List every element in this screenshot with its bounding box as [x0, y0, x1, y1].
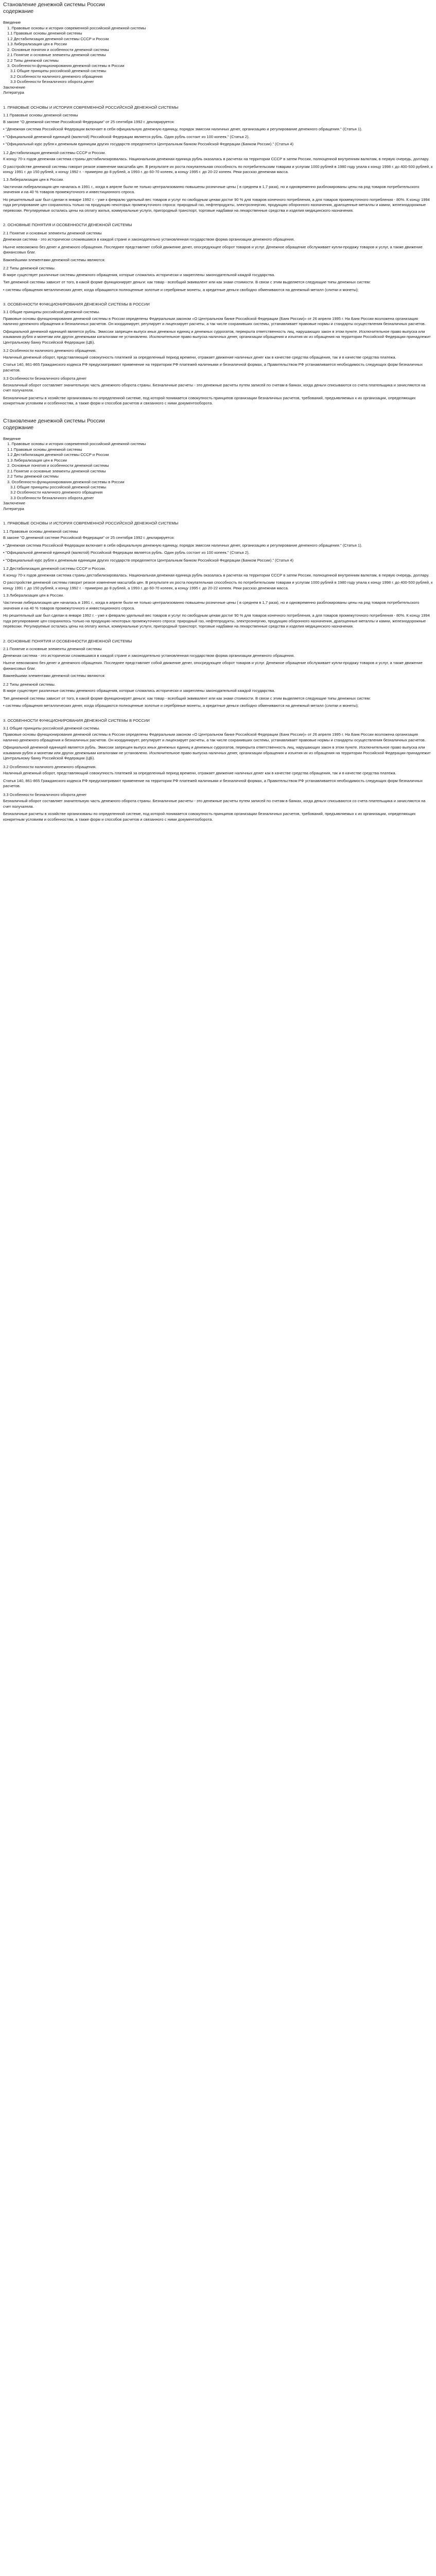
paragraph: В мире существует различные системы денежного обращения, которые сложились исторически и закреплены законодательной каждой государства.: [3, 272, 275, 277]
subsection-heading: 2.1 Понятие и основные элементы денежной системы: [3, 647, 102, 652]
section-heading: 2. ОСНОВНЫЕ ПОНЯТИЯ И ОСОБЕННОСТИ ДЕНЕЖНОЙ СИСТЕМЫ: [3, 638, 132, 643]
toc-item[interactable]: Литература: [3, 506, 24, 511]
toc-item[interactable]: 2.1 Понятие и основные элементы денежной системы: [7, 468, 106, 473]
subsection: [3, 266, 433, 293]
paragraph: Важнейшими элементами денежной системы являются:: [3, 673, 106, 679]
document-copy: [3, 418, 433, 823]
paragraph: Нынче невозможно без денег и денежного обращения. Последнее представляет собой движение денег, опосредующее оборот товаров и услуг. Денежное обращение обслуживает купли-продажу товаров и услуг, а также движение финансовых благ.: [3, 660, 423, 671]
paragraph: Безналичный оборот составляет значительную часть денежного оборота страны. Безналичные расчеты - это денежные расчеты путем записей по счетам в банках, когда деньги списываются со счета плательщика и зачисляются на счет получателя.: [3, 799, 426, 809]
toc-item[interactable]: Литература: [3, 90, 24, 95]
subsection-heading: 3.3 Особенности безналичного оборота денег: [3, 792, 87, 797]
paragraph: Статья 140, 861-865 Гражданского кодекса РФ предусматривают применение на территории РФ платежей наличными и безналичной формах, а Правительством РФ устанавливается необходимость следующих форм безналичных расчетов.: [3, 362, 423, 372]
subsection: [3, 529, 433, 563]
paragraph: • "Денежная система Российской Федерации включает в себя официальную денежную единицу, порядок эмиссии наличных денег, организацию и регулирование денежного обращения." (Статья 1).: [3, 543, 362, 548]
toc-item[interactable]: 3. Особенности функционирования денежной системы в России: [7, 479, 125, 484]
paragraph: • системы обращения металлических денег, когда обращаются полноценные золотые и серебряные монеты, а кредитные деньги свободно обмениваются на денежный металл (слитки и монеты);: [3, 287, 359, 292]
toc-item[interactable]: Заключение: [3, 84, 26, 90]
paragraph: • "Официальный курс рубля к денежным единицам других государств определяется Центральным банком Российской Федерации (Банком России)." (Статья 4): [3, 557, 294, 563]
toc-item[interactable]: 1.3 Либерализация цен в России: [7, 42, 67, 47]
paragraph: • системы обращения металлических денег, когда обращаются полноценные золотые и серебряные монеты, а кредитные деньги свободно обмениваются на денежный металл (слитки и монеты);: [3, 703, 359, 708]
toc-item[interactable]: 3.3 Особенности безналичного оборота денег: [10, 79, 94, 84]
toc-item[interactable]: 3.2 Особенности наличного денежного обращения: [10, 74, 103, 79]
toc-item[interactable]: Заключение: [3, 501, 26, 506]
paragraph: Безналичные расчеты в хозяйстве организованы по определенной системе, под которой понимается совокупность принципов организации безналичных расчетов, требований, предъявляемых к их организации, определяющих конкретным условиям и особенностям, а также форм и способов расчетов и связанного с ними документооборота.: [3, 811, 416, 822]
subsection-heading: 3.3 Особенности безналичного оборота денег: [3, 376, 87, 381]
subsection: [3, 647, 433, 679]
paragraph: Статья 140, 861-865 Гражданского кодекса РФ предусматривают применение на территории РФ платежей наличными и безналичной формах, а Правительством РФ устанавливается необходимость следующих форм безналичных расчетов.: [3, 778, 423, 789]
section-heading: 2. ОСНОВНЫЕ ПОНЯТИЯ И ОСОБЕННОСТИ ДЕНЕЖНОЙ СИСТЕМЫ: [3, 223, 132, 228]
paragraph: Но решительный шаг был сделан в январе 1992 г. - уже к февралю удельный вес товаров и услуг по свободным ценам достиг 90 % для товаров конечного потребления, а для товаров промежуточного потребления - 80%. К концу 1994 года регулирование цен сохранилось только на продукцию некоторых промежуточного спроса: природный газ, нефтепродукты, электроэнергию, продукцию оборонного назначения, драгоценные металлы и камни, железнодорожные перевозки. Регулируемые остались цены на оплату жилья, коммунальные услуги, пригородный транспорт, торговые надбавки на лекарственные средства и изделия медицинского назначения.: [3, 197, 430, 213]
subsection: [3, 566, 433, 630]
paragraph: Правовые основы функционирования денежной системы в России определены Федеральным законом «О Центральном банке Российской Федерации (Банк России)» от 26 апреля 1995 г. На Банк России возложена организация налично-денежного обращения и безналичных расчетов. Он координирует, регулирует и лицензирует расчеты, а так числе сохранивших системы, устанавливает правовые нормы и стандарты осуществления безналичных расчетов.: [3, 316, 426, 327]
subsection-heading: 1.2 Дестабилизация денежной системы СССР и России.: [3, 150, 106, 155]
subsection-heading: 3.1 Общие принципы российской денежной системы.: [3, 310, 100, 315]
subsection-heading: 2.2 Типы денежной системы.: [3, 266, 56, 271]
paragraph: В законе "О денежной системе Российской Федерации" от 25 сентября 1992 г. декларируется:: [3, 119, 175, 124]
paragraph: О расстройстве денежной системы говорит резкое изменение масштаба цен. В результате их роста покупательная способность по потребительским товарам и услугам 1000 рублей в 1980 году упала к концу 1998 г. до 400-500 рублей, к концу 1991 г. до 150 рублей, к концу 1992 г. - примерно до 8 рублей, а 1993 г. до 60-70 копеек, а концу 1995 г. до 20-22 копеек. Реки рассказ денежная масса.: [3, 580, 433, 590]
paragraph: В законе "О денежной системе Российской Федерации" от 25 сентября 1992 г. декларируется:: [3, 535, 175, 540]
paragraph: Наличный денежный оборот, представляющий совокупность платежей за определенный период времени, отражает движение наличных денег как в качестве средства обращения, так и в качестве средства платежа.: [3, 771, 396, 776]
paragraph: Правовые основы функционирования денежной системы в России определены Федеральным законом «О Центральном банке Российской Федерации (Банк России)» от 26 апреля 1995 г. На Банк России возложена организация налично-денежного обращения и безналичных расчетов. Он координирует, регулирует и лицензирует расчеты, а так числе сохранивших системы, устанавливает правовые нормы и стандарты осуществления безналичных расчетов.: [3, 732, 426, 742]
subsection: [3, 765, 433, 789]
paragraph: В мире существует различные системы денежного обращения, которые сложились исторически и закреплены законодательной каждой государства.: [3, 688, 275, 693]
paragraph: Тип денежной системы зависит от того, в какой форме функционирует деньги: как товар - всеобщий эквивалент или как знаки стоимости. В связи с этим выделяется следующие типы денежных систем:: [3, 696, 371, 701]
subsection-heading: 1.1 Правовые основы денежной системы: [3, 113, 78, 118]
paragraph: • "Официальной денежной единицей (валютой) Российской Федерации является рубль. Один рубль состоит из 100 копеек." (Статья 2).: [3, 550, 250, 555]
section-heading: 3. ОСОБЕННОСТИ ФУНКЦИОНИРОВАНИЯ ДЕНЕЖНОЙ СИСТЕМЫ В РОССИИ: [3, 718, 150, 723]
paragraph: Наличный денежный оборот, представляющий совокупность платежей за определенный период времени, отражает движение наличных денег как в качестве средства обращения, так и в качестве средства платежа.: [3, 354, 396, 360]
paragraph: Частичная либерализация цен началась в 1991 г., когда в апреле были не только централизованно повышены розничные цены ( в среднем в 1,7 раза), но и одновременно разблокированы цены на ряд товаров потребительского значения и на 40 % товаров промежуточного и инвестиционного спроса.: [3, 600, 420, 611]
subsection: [3, 231, 433, 263]
paragraph: Безналичный оборот составляет значительную часть денежного оборота страны. Безналичные расчеты - это денежные расчеты путем записей по счетам в банках, когда деньги списываются со счета плательщика и зачисляются на счет получателя.: [3, 382, 426, 393]
document: [0, 0, 436, 827]
document-title: Становление денежной системы России содержание: [3, 2, 105, 15]
toc-item[interactable]: 3. Особенности функционирования денежной системы в России: [7, 63, 125, 68]
subsection-heading: 3.2 Особенности наличного денежного обращения.: [3, 764, 97, 769]
toc-item[interactable]: 3.3 Особенности безналичного оборота денег: [10, 495, 94, 500]
paragraph: Официальной денежной единицей является рубль. Эмиссии запрещен выпуск иных денежных единиц и денежных суррогатов, перекрыта ответственность лиц, нарушающих закон в этом пункте. Исключительное право выпуска или изымания рубля и монетам или других денежными каталогами не установлено. Исключительное право выпуска наличных денег, организации обращения и изъятия их из обращения на территории Российской Федерации принадлежит Центральному банку Российской Федерации (ЦБ).: [3, 329, 431, 345]
paragraph: Денежная система - это исторически сложившаяся в каждой стране и законодательно установленная государством форма организации денежного обращения.: [3, 237, 295, 242]
document-title: Становление денежной системы России содержание: [3, 417, 105, 431]
section-heading: 1. ПРАВОВЫЕ ОСНОВЫ И ИСТОРИЯ СОВРЕМЕННОЙ РОССИЙСКОЙ ДЕНЕЖНОЙ СИСТЕМЫ: [3, 521, 179, 526]
paragraph: • "Официальный курс рубля к денежным единицам других государств определяется Центральным банком Российской Федерации (Банком России)." (Статья 4): [3, 142, 294, 147]
subsection: [3, 113, 433, 147]
paragraph: О расстройстве денежной системы говорит резкое изменение масштаба цен. В результате их роста покупательная способность по потребительским товарам и услугам 1000 рублей в 1980 году упала к концу 1998 г. до 400-500 рублей, к концу 1991 г. до 150 рублей, к концу 1992 г. - примерно до 8 рублей, а 1993 г. до 60-70 копеек, а концу 1995 г. до 20-22 копеек. Реки рассказ денежная масса.: [3, 164, 433, 175]
section-heading: 3. ОСОБЕННОСТИ ФУНКЦИОНИРОВАНИЯ ДЕНЕЖНОЙ СИСТЕМЫ В РОССИИ: [3, 302, 150, 307]
paragraph: Официальной денежной единицей является рубль. Эмиссии запрещен выпуск иных денежных единиц и денежных суррогатов, перекрыта ответственность лиц, нарушающих закон в этом пункте. Исключительное право выпуска или изымания рубля и монетам или других денежными каталогами не установлено. Исключительное право выпуска наличных денег, организации обращения и изъятия их из обращения на территории Российской Федерации принадлежит Центральному банку Российской Федерации (ЦБ).: [3, 745, 431, 761]
subsection: [3, 792, 433, 822]
document-copy: [3, 2, 433, 406]
paragraph: Тип денежной системы зависит от того, в какой форме функционирует деньги: как товар - всеобщий эквивалент или как знаки стоимости. В связи с этим выделяется следующие типы денежных систем:: [3, 280, 371, 285]
toc-item[interactable]: 2.2 Типы денежной системы: [7, 58, 59, 63]
subsection: [3, 310, 433, 345]
toc-item[interactable]: 2. Основные понятия и особенности денежной системы: [7, 463, 109, 468]
paragraph: 1.3 Либерализация цен в России.: [3, 177, 64, 182]
toc-item[interactable]: 2.2 Типы денежной системы: [7, 474, 59, 479]
subsection: [3, 150, 433, 214]
paragraph: К концу 70-х годов денежная система страны дестабилизировалась. Национальная денежная единица рубль оказалась в расчетах на территории СССР в затем России, полноценной внутренним валютам, в первую очередь, доллару.: [3, 572, 429, 578]
subsection: [3, 682, 433, 709]
subsection: [3, 726, 433, 761]
subsection-heading: 3.1 Общие принципы российской денежной системы.: [3, 725, 100, 731]
subsection-heading: 3.2 Особенности наличного денежного обращения.: [3, 348, 97, 353]
table-of-contents: [3, 436, 433, 512]
paragraph: • "Денежная система Российской Федерации включает в себя официальную денежную единицу, порядок эмиссии наличных денег, организацию и регулирование денежного обращения." (Статья 1).: [3, 127, 362, 132]
toc-item[interactable]: 1.1 Правовые основы денежной системы: [7, 31, 82, 36]
paragraph: Безналичные расчеты в хозяйстве организованы по определенной системе, под которой понимается совокупность принципов организации безналичных расчетов, требований, предъявляемых к их организации, определяющих конкретным условиям и особенностям, а также форм и способов расчетов и связанного с ними документооборота.: [3, 395, 416, 406]
paragraph: К концу 70-х годов денежная система страны дестабилизировалась. Национальная денежная единица рубль оказалась в расчетах на территории СССР в затем России, полноценной внутренним валютам, в первую очередь, доллару.: [3, 157, 429, 162]
toc-item[interactable]: 1.3 Либерализация цен в России: [7, 457, 67, 463]
paragraph: 1.3 Либерализация цен в России.: [3, 593, 64, 598]
toc-item[interactable]: 1.2 Дестабилизация денежной системы СССР и России: [7, 452, 109, 457]
toc-item[interactable]: 2. Основные понятия и особенности денежной системы: [7, 47, 109, 52]
toc-item[interactable]: 3.1 Общие принципы российской денежной системы: [10, 484, 107, 489]
paragraph: Важнейшими элементами денежной системы являются:: [3, 257, 106, 262]
toc-item[interactable]: 1. Правовые основы и история современной российской денежной системы: [7, 25, 146, 30]
subsection-heading: 1.1 Правовые основы денежной системы: [3, 529, 78, 534]
subsection-heading: 2.2 Типы денежной системы.: [3, 682, 56, 687]
toc-item[interactable]: 1.1 Правовые основы денежной системы: [7, 447, 82, 452]
toc-item[interactable]: 2.1 Понятие и основные элементы денежной системы: [7, 53, 106, 58]
section-heading: 1. ПРАВОВЫЕ ОСНОВЫ И ИСТОРИЯ СОВРЕМЕННОЙ РОССИЙСКОЙ ДЕНЕЖНОЙ СИСТЕМЫ: [3, 105, 179, 110]
table-of-contents: [3, 20, 433, 96]
subsection: [3, 348, 433, 373]
toc-item[interactable]: 3.2 Особенности наличного денежного обращения: [10, 490, 103, 495]
toc-item[interactable]: 1.2 Дестабилизация денежной системы СССР и России: [7, 36, 109, 41]
paragraph: • "Официальной денежной единицей (валютой) Российской Федерации является рубль. Один рубль состоит из 100 копеек." (Статья 2).: [3, 134, 250, 139]
toc-item[interactable]: 1. Правовые основы и история современной российской денежной системы: [7, 442, 146, 447]
toc-item[interactable]: Введение: [3, 20, 21, 25]
paragraph: Денежная система - это исторически сложившаяся в каждой стране и законодательно установленная государством форма организации денежного обращения.: [3, 653, 295, 658]
paragraph: Частичная либерализация цен началась в 1991 г., когда в апреле были не только централизованно повышены розничные цены ( в среднем в 1,7 раза), но и одновременно разблокированы цены на ряд товаров потребительского значения и на 40 % товаров промежуточного и инвестиционного спроса.: [3, 184, 420, 195]
subsection: [3, 376, 433, 406]
toc-item[interactable]: 3.1 Общие принципы российской денежной системы: [10, 69, 107, 74]
subsection-heading: 2.1 Понятие и основные элементы денежной системы: [3, 230, 102, 235]
toc-item[interactable]: Введение: [3, 436, 21, 441]
subsection-heading: 1.2 Дестабилизация денежной системы СССР и России.: [3, 566, 106, 571]
paragraph: Но решительный шаг был сделан в январе 1992 г. - уже к февралю удельный вес товаров и услуг по свободным ценам достиг 90 % для товаров конечного потребления, а для товаров промежуточного потребления - 80%. К концу 1994 года регулирование цен сохранилось только на продукцию некоторых промежуточного спроса: природный газ, нефтепродукты, электроэнергию, продукцию оборонного назначения, драгоценные металлы и камни, железнодорожные перевозки. Регулируемые остались цены на оплату жилья, коммунальные услуги, пригородный транспорт, торговые надбавки на лекарственные средства и изделия медицинского назначения.: [3, 613, 430, 629]
paragraph: Нынче невозможно без денег и денежного обращения. Последнее представляет собой движение денег, опосредующее оборот товаров и услуг. Денежное обращение обслуживает купли-продажу товаров и услуг, а также движение финансовых благ.: [3, 244, 423, 255]
